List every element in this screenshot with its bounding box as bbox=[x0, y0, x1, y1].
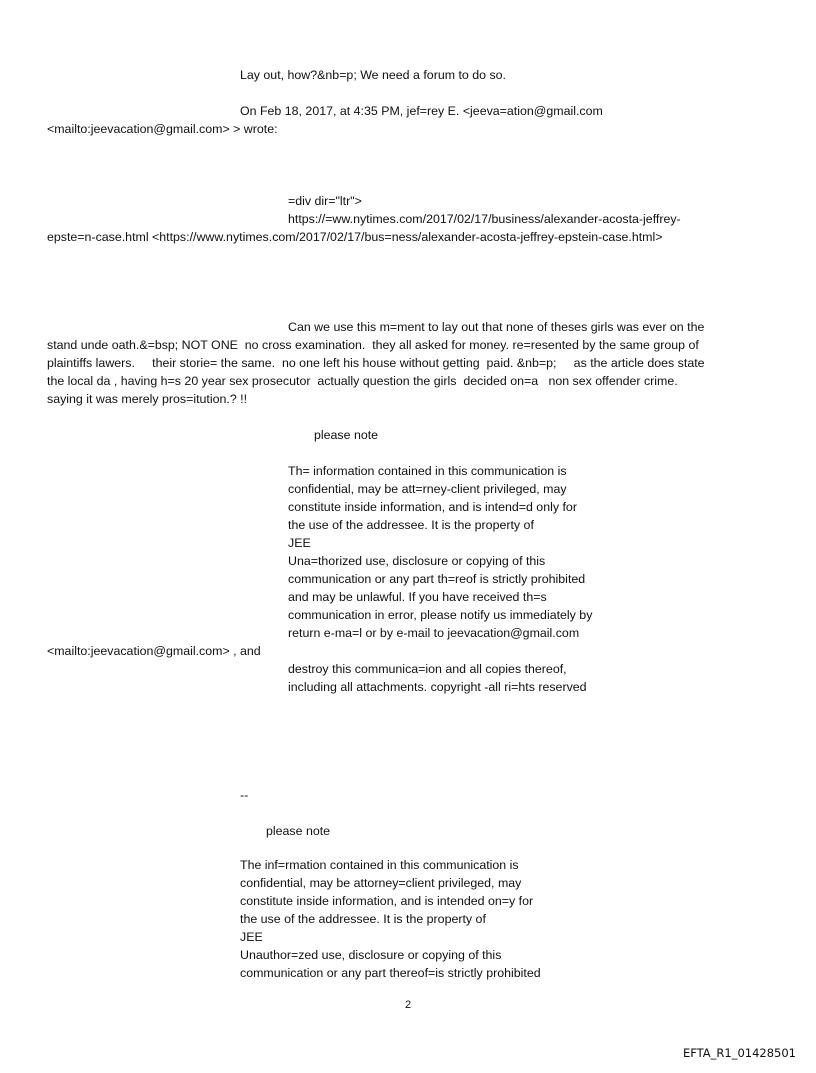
quote-header-line-2: <mailto:jeevacation@gmail.com> > wrote: bbox=[47, 122, 278, 136]
notice-1-tail-line: including all attachments. copyright -all ri=hts reserved bbox=[288, 680, 587, 694]
bates-number: EFTA_R1_01428501 bbox=[682, 1046, 796, 1060]
message-line-2: stand unde oath.&=bsp; NOT ONE no cross examination. they all asked for money. re=resented by the same group of bbox=[47, 338, 699, 352]
notice-1-tail-line: destroy this communica=ion and all copies thereof, bbox=[288, 662, 567, 676]
notice-1-line: return e-ma=l or by e-mail to jeevacation@gmail.com bbox=[288, 626, 580, 640]
notice-1-line: communication in error, please notify us immediately by bbox=[288, 608, 593, 622]
article-link-line-2: epste=n-case.html <https://www.nytimes.com/2017/02/17/bus=ness/alexander-acosta-jeffrey-epstein-case.html> bbox=[47, 230, 663, 244]
notice-1-line: constitute inside information, and is intend=d only for bbox=[288, 500, 577, 514]
quote-header-line-1: On Feb 18, 2017, at 4:35 PM, jef=rey E. <jeeva=ation@gmail.com bbox=[240, 104, 603, 118]
notice-1-line: Th= information contained in this communication is bbox=[288, 464, 567, 478]
message-line-1: Can we use this m=ment to lay out that none of theses girls was ever on the bbox=[288, 320, 705, 334]
notice-2-line: Unauthor=zed use, disclosure or copying of this bbox=[240, 948, 502, 962]
notice-1-line: and may be unlawful. If you have received th=s bbox=[288, 590, 547, 604]
notice-2-line: confidential, may be attorney=client privileged, may bbox=[240, 876, 522, 890]
notice-2-heading: please note bbox=[266, 824, 331, 838]
message-line-4: the local da , having h=s 20 year sex prosecutor actually question the girls decided on=a non sex offender crime. bbox=[47, 374, 678, 388]
notice-1-line: JEE bbox=[288, 536, 311, 550]
notice-1-line: Una=thorized use, disclosure or copying of this bbox=[288, 554, 546, 568]
reply-line: Lay out, how?&nb=p; We need a forum to do so. bbox=[240, 68, 506, 82]
notice-2-line: the use of the addressee. It is the property of bbox=[240, 912, 486, 926]
notice-1-heading: please note bbox=[314, 428, 379, 442]
notice-2-line: communication or any part thereof=is strictly prohibited bbox=[240, 966, 541, 980]
notice-2-line: The inf=rmation contained in this communication is bbox=[240, 858, 519, 872]
message-line-3: plaintiffs lawers. their storie= the same. no one left his house without getting paid. &nb=p; as the article does state bbox=[47, 356, 705, 370]
signature-separator: -- bbox=[240, 788, 249, 802]
notice-1-line: communication or any part th=reof is strictly prohibited bbox=[288, 572, 586, 586]
notice-1-line: the use of the addressee. It is the property of bbox=[288, 518, 534, 532]
message-line-5: saying it was merely pros=itution.? !! bbox=[47, 392, 248, 406]
notice-2-line: constitute inside information, and is intended on=y for bbox=[240, 894, 534, 908]
notice-1-line: confidential, may be att=rney-client privileged, may bbox=[288, 482, 567, 496]
html-div-line: =div dir="ltr"> bbox=[288, 194, 362, 208]
notice-2-line: JEE bbox=[240, 930, 263, 944]
page-number: 2 bbox=[404, 999, 412, 1011]
article-link-line-1: https://=ww.nytimes.com/2017/02/17/business/alexander-acosta-jeffrey- bbox=[288, 212, 681, 226]
notice-1-mailto-line: <mailto:jeevacation@gmail.com> , and bbox=[47, 644, 261, 658]
